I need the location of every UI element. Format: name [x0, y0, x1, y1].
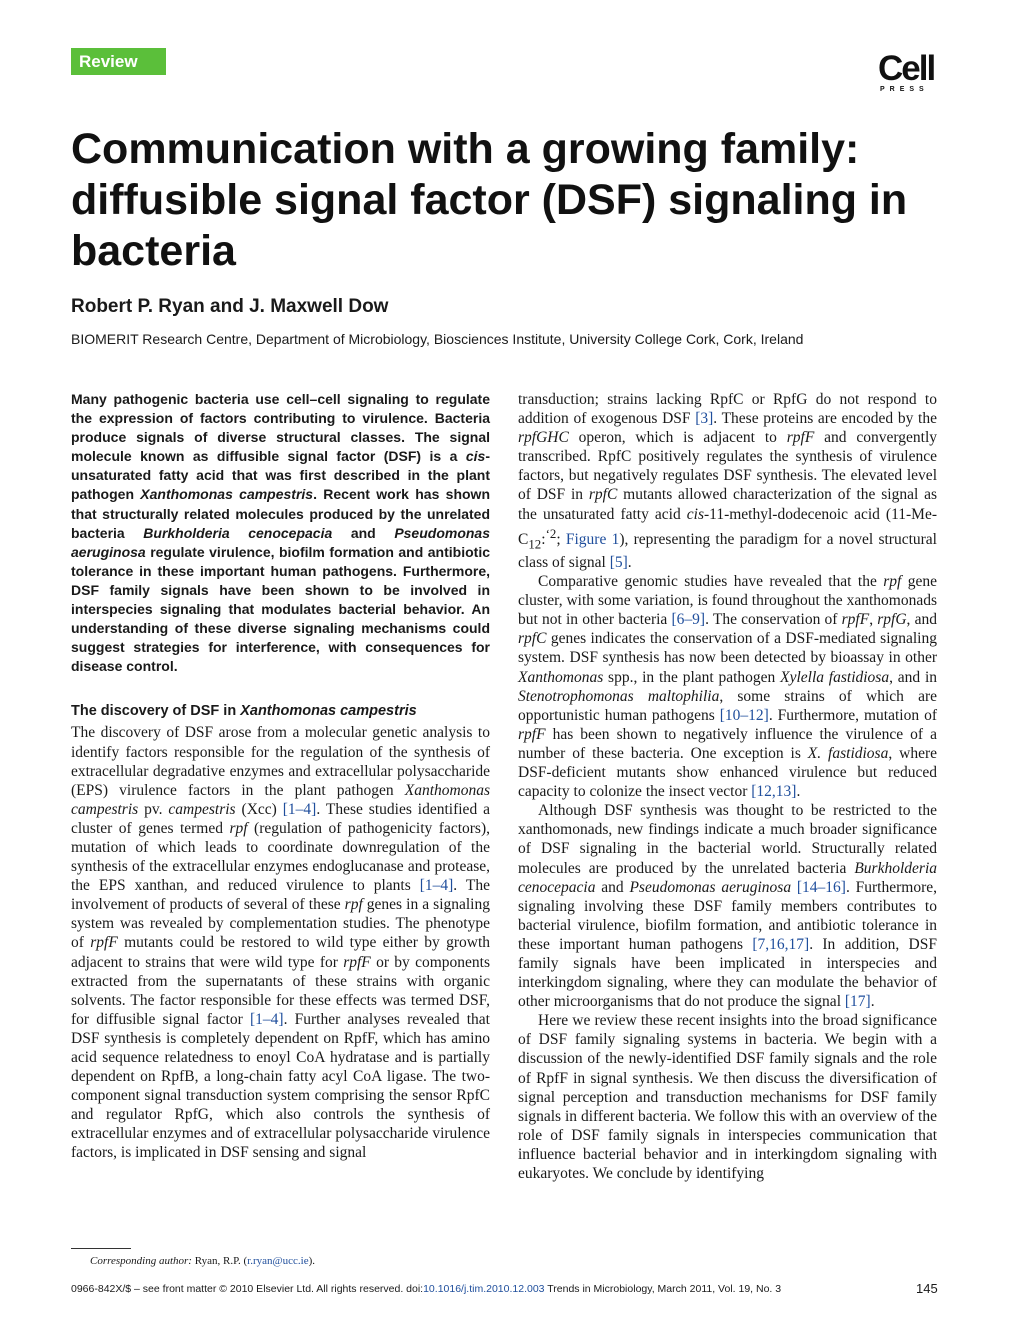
citation-link[interactable]: [7,16,17]	[752, 935, 810, 953]
body-paragraph: Comparative genomic studies have revealed that the rpf gene cluster, with some variation, is found throughout the xanthomonads but not in other bacteria [6–9]. The conservation of rpfF, rpfG, and rpfC genes indicates the conservation of a DSF-mediated signaling system. DSF synthesis has now been detected by bioassay in other Xanthomonas spp., in the plant pathogen Xylella fastidiosa, and in Stenotrophomonas maltophilia, some strains of which are opportunistic human pathogens [10–12]. Furthermore, mutation of rpfF has been shown to negatively influence the virulence of a number of these bacteria. One exception is X. fastidiosa, where DSF-deficient mutants show enhanced virulence but reduced capacity to colonize the insect vector [12,13].	[518, 573, 937, 801]
logo-sub: PRESS	[880, 86, 929, 93]
citation-link[interactable]: [14–16]	[796, 878, 846, 896]
footnote-rule	[71, 1248, 131, 1249]
citation-link[interactable]: [5]	[609, 554, 628, 571]
footnote: Corresponding author: Ryan, R.P. (r.ryan@ucc.ie).	[90, 1255, 316, 1267]
doi-link[interactable]: 10.1016/j.tim.2010.12.003	[423, 1283, 545, 1295]
article-title: Communication with a growing family: diffusible signal factor (DSF) signaling in bacteria	[71, 125, 908, 275]
cell-press-logo	[878, 49, 940, 98]
section-paragraph: The discovery of DSF arose from a molecular genetic analysis to identify factors responsible for the regulation of the synthesis of extracellular degradative enzymes and extracellular polysaccharide (EPS) virulence factors in the plant pathogen Xanthomonas campestris pv. campestris (Xcc) [1–4]. These studies identified a cluster of genes termed rpf (regulation of pathogenicity factors), mutation of which leads to coordinate downregulation of the synthesis of the extracellular enzymes endoglucanase and protease, the EPS xanthan, and reduced virulence to plants [1–4]. The involvement of products of several of these rpf genes in a signaling system was revealed by complementation studies. The phenotype of rpfF mutants could be restored to wild type either by growth adjacent to strains that were wild type for rpfF or by components extracted from the supernatants of these strains with organic solvents. The factor responsible for these effects was termed DSF, for diffusible signal factor [1–4]. Further analyses revealed that DSF synthesis is completely dependent on RpfF, which has amino acid sequence relatedness to enoyl CoA hydratase and is partially dependent on RpfB, a long-chain fatty acyl CoA ligase. The two-component signal transduction system comprising the sensor RpfC and regulator RpfG, which also controls the synthesis of extracellular enzymes and of extracellular polysaccharide virulence factors, is implicated in DSF sensing and signal	[71, 724, 491, 1162]
right-column	[518, 390, 937, 1183]
citation-link[interactable]: [17]	[844, 993, 871, 1011]
article-affiliation: BIOMERIT Research Centre, Department of Microbiology, Biosciences Institute, University College Cork, Cork, Ireland	[71, 331, 804, 347]
page-number: 145	[916, 1281, 938, 1296]
body-paragraph: transduction; strains lacking RpfC or RpfG do not respond to addition of exogenous DSF [3]. These proteins are encoded by the rpfGHC operon, which is adjacent to rpfF and convergently transcribed. RpfC positively regulates the synthesis of virulence factors, but negatively regulates DSF synthesis. The elevated level of DSF in rpfC mutants allowed characterization of the signal as the unsaturated fatty acid cis-11-methyl-dodecenoic acid ($11-Me-C_{12}:^{‘2}$; Figure 1), representing the paradigm for a novel structural class of signal [5].	[518, 391, 938, 571]
author-email-link[interactable]: r.ryan@ucc.ie	[247, 1255, 309, 1267]
citation-link[interactable]: [1–4]	[250, 1010, 284, 1028]
abstract: Many pathogenic bacteria use cell–cell signaling to regulate the expression of factors contributing to virulence. Bacteria produce signals of diverse structural classes. The signal molecule known as diffusible signal factor (DSF) is a cis-unsaturated fatty acid that was first described in the plant pathogen Xanthomonas campestris. Recent work has shown that structurally related molecules produced by the unrelated bacteria Burkholderia cenocepacia and Pseudomonas aeruginosa regulate virulence, biofilm formation and antibiotic tolerance in these important human pathogens. Furthermore, DSF family signals have been shown to be involved in interspecies signaling that modulates bacterial behavior. An understanding of these diverse signaling mechanisms could suggest strategies for interference, with consequences for disease control.	[71, 391, 491, 675]
citation-link[interactable]: [3]	[695, 410, 714, 428]
left-column	[71, 390, 490, 1163]
section-heading: The discovery of DSF in Xanthomonas campestris	[71, 703, 417, 720]
citation-link[interactable]: [1–4]	[282, 800, 317, 818]
article-authors: Robert P. Ryan and J. Maxwell Dow	[71, 296, 389, 317]
body-paragraph: Although DSF synthesis was thought to be restricted to the xanthomonads, new findings indicate a much broader significance of DSF signaling in the bacterial world. Structurally related molecules are produced by the unrelated bacteria Burkholderia cenocepacia and Pseudomonas aeruginosa [14–16]. Furthermore, signaling involving these DSF family members contributes to bacterial virulence, biofilm formation, and antibiotic tolerance in these important human pathogens [7,16,17]. In addition, DSF family signals have been implicated in interspecies and interkingdom signaling, where they can modulate the behavior of other microorganisms that do not produce the signal [17].	[518, 802, 937, 1011]
citation-link[interactable]: [1–4]	[419, 877, 454, 895]
citation-link[interactable]: [6–9]	[671, 611, 706, 629]
logo-word: Cell	[878, 49, 935, 88]
citation-link[interactable]: [10–12]	[719, 706, 769, 724]
figure-link[interactable]: Figure 1	[565, 530, 620, 548]
review-badge: Review	[71, 48, 166, 75]
body-paragraph: Here we review these recent insights into the broad significance of DSF family signaling systems in bacteria. We begin with a discussion of the newly-identified DSF family signals and the role of RpfF in signal synthesis. We then discuss the diversification of signal perception and transduction mechanisms for DSF family signals in different bacteria. We follow this with an overview of the role of DSF family signals in interspecies communication that influence bacterial behavior and in interkingdom signaling with eukaryotes. We conclude by identifying	[518, 1012, 937, 1182]
page-footer: 0966-842X/$ – see front matter © 2010 Elsevier Ltd. All rights reserved. doi:10.1016/j.tim.2010.12.003 Trends in Microbiology, March 2011, Vol. 19, No. 3	[71, 1283, 782, 1295]
citation-link[interactable]: [12,13]	[751, 783, 797, 801]
